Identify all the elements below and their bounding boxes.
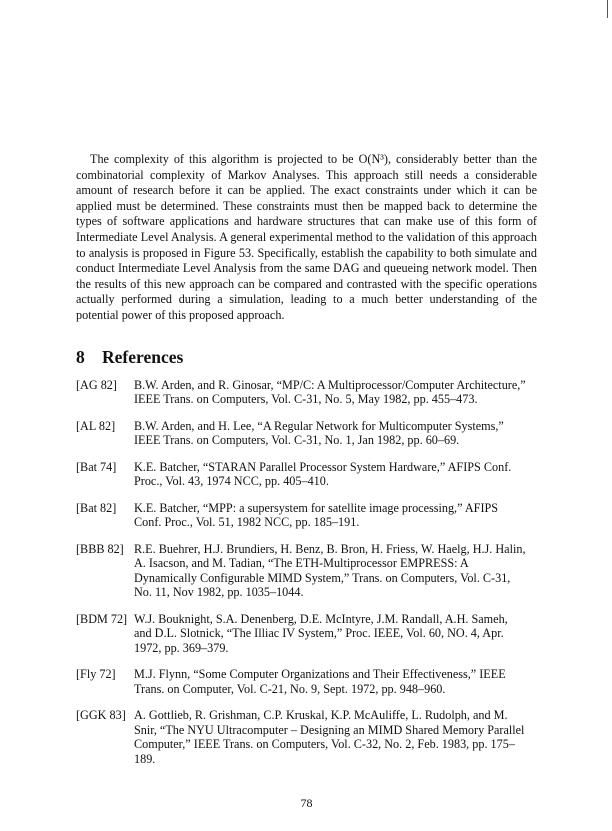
- reference-key: [BDM 72]: [76, 611, 128, 626]
- reference-text: K.E. Batcher, “MPP: a supersystem for satellite image processing,” AFIPS Conf. Proc., Vol. 51, 1982 NCC, pp. 185–191.: [134, 500, 499, 530]
- scan-edge-mark: [607, 0, 608, 18]
- reference-text: K.E. Batcher, “STARAN Parallel Processor System Hardware,” AFIPS Conf. Proc., Vol. 43, 1974 NCC, pp. 405–410.: [134, 459, 512, 489]
- reference-list: [76, 378, 537, 767]
- reference-key: [AG 82]: [76, 377, 117, 392]
- reference-text: B.W. Arden, and R. Ginosar, “MP/C: A Multiprocessor/Computer Architecture,” IEEE Trans. on Computers, Vol. C-31, No. 5, May 1982, pp. 455–473.: [134, 377, 526, 407]
- reference-item: [76, 612, 537, 656]
- reference-item: [76, 542, 537, 600]
- reference-key: [Fly 72]: [76, 667, 116, 682]
- body-paragraph: The complexity of this algorithm is projected to be O(N³), considerably better than the combinatorial complexity of Markov Analyses. This approach still needs a considerable amount of research before it can be applied. The exact constraints under which it can be applied must be determined. These constraints must then be mapped back to determine the types of software applications and hardware structures that can make use of this form of Intermediate Level Analysis. A general experimental method to the validation of this approach to analysis is proposed in Figure 53. Specifically, establish the capability to both simulate and conduct Intermediate Level Analysis from the same DAG and queueing network model. Then the results of this new approach can be compared and contrasted with the specific operations actually performed during a simulation, leading to a much better understanding of the potential power of this proposed approach.: [76, 152, 537, 322]
- reference-key: [Bat 74]: [76, 459, 117, 474]
- reference-text: W.J. Bouknight, S.A. Denenberg, D.E. McIntyre, J.M. Randall, A.H. Sameh, and D.L. Slotnick, “The Illiac IV System,” Proc. IEEE, Vol. 60, NO. 4, Apr. 1972, pp. 369–379.: [134, 611, 508, 655]
- section-number: 8: [76, 346, 85, 367]
- reference-key: [GGK 83]: [76, 708, 126, 723]
- reference-key: [Bat 82]: [76, 500, 117, 515]
- section-heading: [76, 346, 537, 368]
- reference-item: [76, 667, 537, 696]
- reference-key: [AL 82]: [76, 418, 116, 433]
- reference-text: M.J. Flynn, “Some Computer Organizations and Their Effectiveness,” IEEE Trans. on Computer, Vol. C-21, No. 9, Sept. 1972, pp. 948–960.: [134, 667, 506, 696]
- reference-item: [76, 378, 537, 407]
- reference-text: B.W. Arden, and H. Lee, “A Regular Network for Multicomputer Systems,” IEEE Trans. on Computers, Vol. C-31, No. 1, Jan 1982, pp. 60–69.: [134, 418, 504, 448]
- reference-text: A. Gottlieb, R. Grishman, C.P. Kruskal, K.P. McAuliffe, L. Rudolph, and M. Snir, “The NYU Ultracomputer – Designing an MIMD Shared Memory Parallel Computer,” IEEE Trans. on Computers, Vol. C-32, No. 2, Feb. 1983, pp. 175–189.: [134, 708, 525, 766]
- reference-text: R.E. Buehrer, H.J. Brundiers, H. Benz, B. Bron, H. Friess, W. Haelg, H.J. Halin, A. Isacson, and M. Tadian, “The ETH-Multiprocessor EMPRESS: A Dynamically Configurable MIMD System,” Trans. on Computers, Vol. C-31, No. 11, Nov 1982, pp. 1035–1044.: [134, 541, 526, 600]
- section-title: References: [102, 346, 184, 367]
- reference-item: [76, 460, 537, 489]
- reference-item: [76, 501, 537, 530]
- reference-item: [76, 419, 537, 448]
- page-number: 78: [300, 796, 313, 811]
- reference-key: [BBB 82]: [76, 541, 124, 556]
- reference-item: [76, 708, 537, 766]
